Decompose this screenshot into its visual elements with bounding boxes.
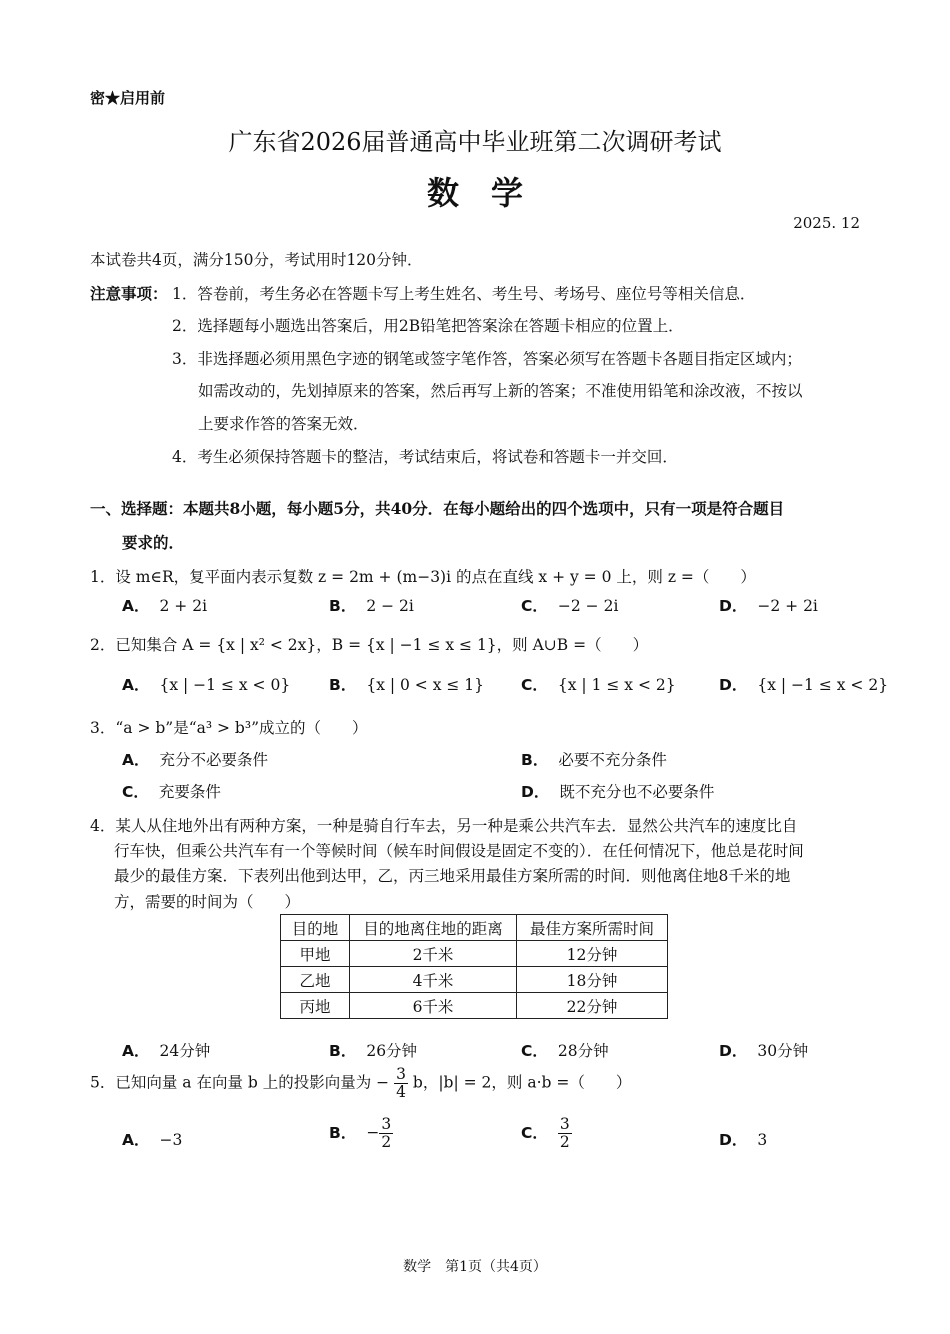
option-text: 既不充分也不必要条件	[559, 783, 715, 801]
notice-item: 2．选择题每小题选出答案后，用2B铅笔把答案涂在答题卡相应的位置上．	[172, 317, 684, 335]
option-text: 充要条件	[158, 783, 221, 801]
exam-date: 2025. 12	[793, 214, 860, 232]
q5-option-d	[719, 1128, 767, 1150]
q3-option-b	[521, 748, 667, 770]
table-cell: 22分钟	[517, 993, 668, 1019]
table-cell: 12分钟	[517, 941, 668, 967]
q1-option-d	[719, 594, 818, 616]
q4-option-a	[122, 1039, 210, 1061]
table-row	[281, 993, 668, 1019]
table-header-row	[281, 915, 668, 941]
question-1-stem: 1．设 m∈R，复平面内表示复数 z = 2m + (m−3)i 的点在直线 x + y = 0 上，则 z =（ ）	[90, 568, 756, 586]
option-text: 必要不充分条件	[558, 751, 667, 769]
option-text: 充分不必要条件	[159, 751, 269, 769]
question-3-stem: 3．“a > b”是“a³ > b³”成立的（ ）	[90, 719, 368, 737]
q5-option-c	[521, 1116, 572, 1151]
q5-option-a	[122, 1128, 182, 1150]
option-text: {x | 1 ≤ x < 2}	[557, 676, 676, 694]
fraction-denominator: 4	[396, 1083, 406, 1102]
option-letter: B．	[329, 597, 357, 615]
option-letter: A．	[122, 751, 150, 769]
q2-option-a	[122, 673, 290, 695]
fraction-numerator: 3	[396, 1065, 406, 1083]
question-4-stem: 方，需要的时间为（ ）	[114, 893, 301, 911]
q1-option-a	[122, 594, 207, 616]
table-cell: 18分钟	[517, 967, 668, 993]
fraction	[558, 1116, 572, 1151]
confidential-mark: 密★启用前	[90, 89, 166, 107]
subject-title: 数学	[426, 174, 555, 212]
option-text: −	[366, 1123, 380, 1142]
question-2-stem: 2．已知集合 A = {x | x² < 2x}，B = {x | −1 ≤ x ≤ 1}，则 A∪B =（ ）	[90, 636, 649, 654]
q4-option-c	[521, 1039, 609, 1061]
q3-option-d	[521, 780, 714, 802]
question-4-stem: 行车快，但乘公共汽车有一个等候时间（候车时间假设是固定不变的）．在任何情况下，他总是花时间	[114, 842, 804, 860]
page-footer: 数学 第1页（共4页）	[403, 1259, 547, 1275]
table-header-cell: 最佳方案所需时间	[517, 915, 668, 941]
option-text: 28分钟	[557, 1042, 609, 1060]
option-text: {x | 0 < x ≤ 1}	[366, 676, 485, 694]
option-letter: B．	[521, 751, 549, 769]
notice-label: 注意事项：	[90, 284, 168, 303]
option-letter: D．	[719, 597, 748, 615]
option-letter: D．	[719, 676, 748, 694]
option-letter: C．	[521, 1042, 548, 1060]
option-text: −3	[159, 1131, 183, 1149]
table-cell: 4千米	[350, 967, 517, 993]
question-4-stem: 4．某人从住地外出有两种方案，一种是骑自行车去，另一种是乘公共汽车去．显然公共汽车的速度比自	[90, 817, 798, 835]
q2-option-b	[329, 673, 484, 695]
table-cell: 甲地	[281, 941, 350, 967]
notice-item: 上要求作答的答案无效．	[198, 415, 369, 433]
question-5-stem	[90, 1066, 631, 1101]
option-text: −2 + 2i	[757, 597, 818, 615]
q4-option-d	[719, 1039, 808, 1061]
option-text: {x | −1 ≤ x < 2}	[757, 676, 889, 694]
table-row	[281, 967, 668, 993]
option-letter: D．	[719, 1042, 748, 1060]
q2-option-d	[719, 673, 888, 695]
distance-time-table	[280, 914, 668, 1019]
q2-option-c	[521, 673, 676, 695]
option-letter: A．	[122, 1042, 150, 1060]
option-letter: B．	[329, 1042, 357, 1060]
fraction-denominator: 2	[559, 1133, 570, 1152]
q5-option-b	[329, 1116, 393, 1151]
q1-option-b	[329, 594, 414, 616]
table-cell: 丙地	[281, 993, 350, 1019]
option-letter: C．	[122, 783, 149, 801]
table-header-cell: 目的地离住地的距离	[350, 915, 517, 941]
q3-option-a	[122, 748, 268, 770]
q4-option-b	[329, 1039, 417, 1061]
notice-item: 1．答卷前，考生务必在答题卡写上考生姓名、考生号、考场号、座位号等相关信息．	[172, 285, 756, 303]
fraction-numerator: 3	[559, 1115, 570, 1133]
option-letter: D．	[521, 783, 550, 801]
option-text: 2 + 2i	[159, 597, 208, 615]
option-letter: C．	[521, 1123, 548, 1142]
option-text: 26分钟	[366, 1042, 418, 1060]
table-cell: 2千米	[350, 941, 517, 967]
table-cell: 乙地	[281, 967, 350, 993]
option-letter: C．	[521, 676, 548, 694]
option-letter: B．	[329, 1123, 357, 1142]
section-heading-cont: 要求的．	[122, 533, 185, 552]
exam-title: 广东省2026届普通高中毕业班第二次调研考试	[228, 128, 722, 156]
option-letter: C．	[521, 597, 548, 615]
exam-intro: 本试卷共4页，满分150分，考试用时120分钟．	[90, 251, 423, 269]
q3-option-c	[122, 780, 221, 802]
table-cell: 6千米	[350, 993, 517, 1019]
stem-text: b，|b| = 2，则 a·b =（ ）	[412, 1073, 632, 1092]
notice-item: 4．考生必须保持答题卡的整洁，考试结束后，将试卷和答题卡一并交回．	[172, 448, 678, 466]
fraction-numerator: 3	[381, 1115, 392, 1133]
table-row	[281, 941, 668, 967]
option-letter: A．	[122, 676, 150, 694]
fraction	[379, 1116, 393, 1151]
fraction-denominator: 2	[381, 1133, 392, 1152]
option-letter: A．	[122, 1131, 150, 1149]
table-header-cell: 目的地	[281, 915, 350, 941]
notice-item: 3．非选择题必须用黑色字迹的钢笔或签字笔作答，答案必须写在答题卡各题目指定区域内；	[172, 350, 802, 368]
option-text: 30分钟	[757, 1042, 809, 1060]
option-text: 3	[757, 1131, 768, 1149]
section-heading: 一、选择题：本题共8小题，每小题5分，共40分．在每小题给出的四个选项中，只有一项是符合题目	[90, 499, 785, 518]
q1-option-c	[521, 594, 618, 616]
option-letter: B．	[329, 676, 357, 694]
fraction	[394, 1066, 408, 1101]
notice-item: 如需改动的，先划掉原来的答案，然后再写上新的答案；不准使用铅笔和涂改液，不按以	[198, 382, 803, 400]
option-text: 2 − 2i	[366, 597, 414, 615]
option-text: −2 − 2i	[557, 597, 619, 615]
question-4-stem: 最少的最佳方案．下表列出他到达甲，乙，丙三地采用最佳方案所需的时间．则他离住地8千米的地	[114, 867, 791, 885]
option-text: 24分钟	[159, 1042, 211, 1060]
option-text: {x | −1 ≤ x < 0}	[159, 676, 291, 694]
stem-text: 5．已知向量 a 在向量 b 上的投影向量为 −	[90, 1073, 390, 1092]
option-letter: D．	[719, 1131, 748, 1149]
option-letter: A．	[122, 597, 150, 615]
